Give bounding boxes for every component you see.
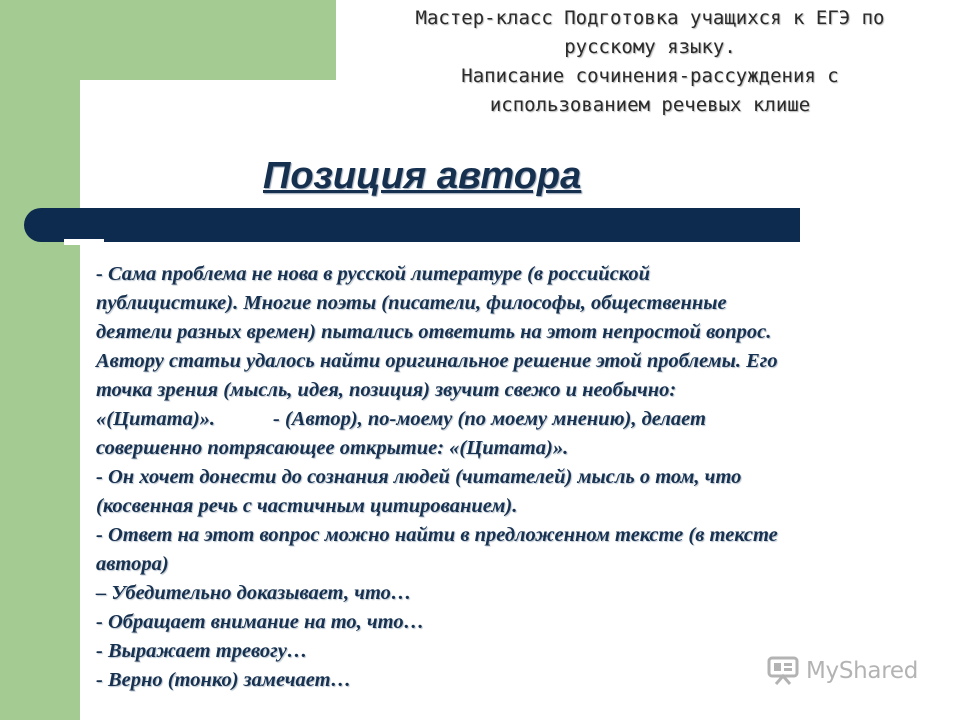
body-line: - (Автор), по-моему (по моему мнению), делает bbox=[273, 408, 706, 430]
body-line: деятели разных времен) пытались ответить на этот непростой вопрос. bbox=[96, 321, 772, 343]
body-line: - Сама проблема не нова в русской литературе (в российской bbox=[96, 263, 651, 285]
body-line: публицистике). Многие поэты (писатели, философы, общественные bbox=[96, 292, 727, 314]
body-line: точка зрения (мысль, идея, позиция) звучит свежо и необычно: bbox=[96, 379, 677, 401]
body-line: автора) bbox=[96, 553, 169, 575]
body-line: – Убедительно доказывает, что… bbox=[96, 582, 412, 604]
body-line: (косвенная речь с частичным цитированием). bbox=[96, 495, 518, 517]
body-line: - Обращает внимание на то, что… bbox=[96, 611, 425, 633]
watermark-text: MyShared bbox=[806, 658, 919, 684]
bar-notch bbox=[64, 239, 104, 245]
body-line: совершенно потрясающее открытие: «(Цитата)». bbox=[96, 437, 569, 459]
header-line: Написание сочинения-рассуждения с bbox=[461, 65, 839, 87]
myshared-watermark bbox=[766, 656, 918, 686]
slide-title: Позиция автора bbox=[263, 155, 582, 197]
slide-body bbox=[96, 260, 919, 695]
header-line: Мастер-класс Подготовка учащихся к ЕГЭ по bbox=[415, 7, 885, 29]
slide-header bbox=[340, 4, 960, 120]
body-line: - Он хочет донести до сознания людей (читателей) мысль о том, что bbox=[96, 466, 742, 488]
header-line: русскому языку. bbox=[564, 36, 736, 58]
green-side-band bbox=[0, 0, 80, 720]
projector-icon bbox=[766, 656, 800, 686]
body-line: - Ответ на этот вопрос можно найти в предложенном тексте (в тексте bbox=[96, 524, 778, 546]
body-line-combined bbox=[96, 405, 916, 434]
quote-placeholder: «(Цитата)». bbox=[96, 408, 216, 430]
green-top-band bbox=[0, 0, 336, 80]
body-line: - Верно (тонко) замечает… bbox=[96, 669, 352, 691]
title-underline-bar bbox=[24, 208, 800, 242]
body-line: - Выражает тревогу… bbox=[96, 640, 308, 662]
body-line: Автору статьи удалось найти оригинальное решение этой проблемы. Его bbox=[96, 350, 778, 372]
header-line: использованием речевых клише bbox=[489, 94, 811, 116]
